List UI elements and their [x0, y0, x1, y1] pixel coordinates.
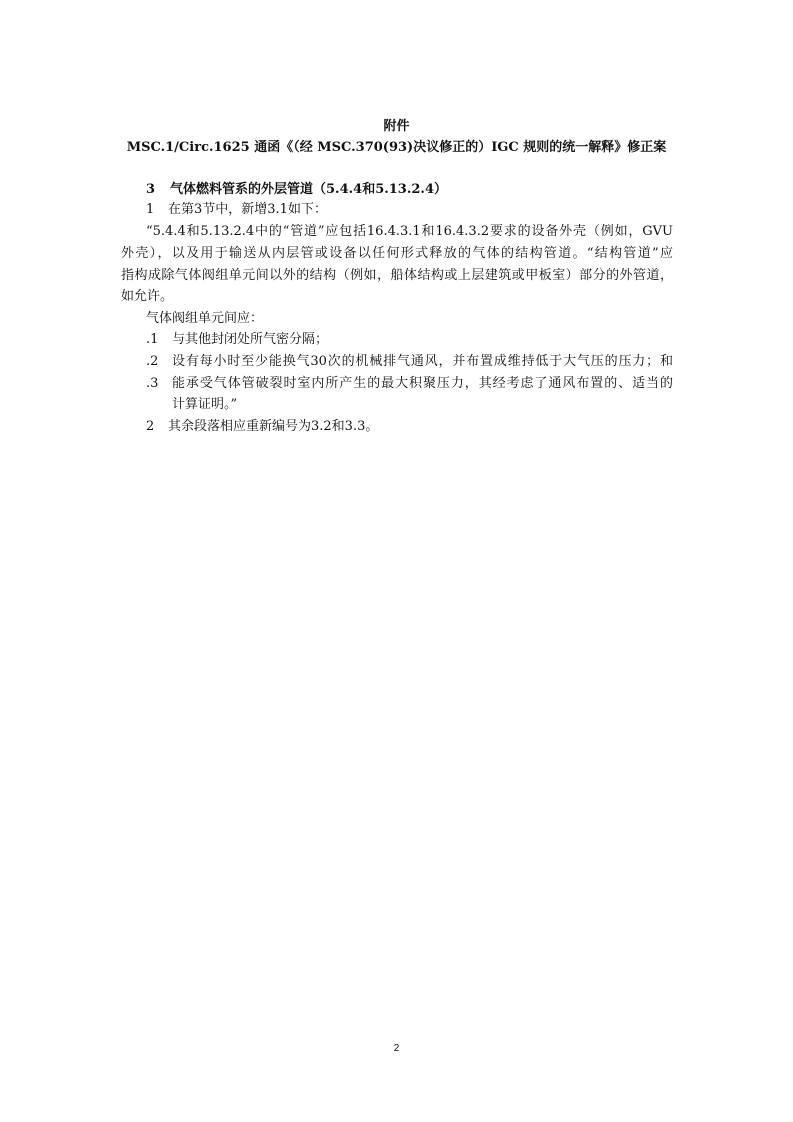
paragraph-2-text: 其余段落相应重新编号为3.2和3.3。	[168, 419, 379, 434]
item-3-continuation: 计算证明。”	[172, 397, 238, 412]
section-heading	[146, 180, 447, 200]
item-2-text: 设有每小时至少能换气30次的机械排气通风，并布置成维持低于大气压的压力；和	[172, 354, 673, 369]
document-title: MSC.1/Circ.1625 通函《（经 MSC.370(93)决议修正的）IGC 规则的统一解释》修正案	[126, 140, 667, 155]
paragraph-2-number: 2	[146, 419, 155, 434]
annex-label: 附件	[383, 119, 410, 134]
page-number: 2	[393, 1043, 400, 1054]
gvu-intro: 气体阀组单元间应：	[146, 311, 264, 326]
quote-line-3: 指构成除气体阀组单元间以外的结构（例如，船体结构或上层建筑或甲板室）部分的外管道，	[121, 268, 673, 283]
item-2-number: .2	[146, 354, 159, 369]
item-1-text: 与其他封闭处所气密分隔；	[172, 332, 329, 347]
quote-line-4: 如允许。	[121, 289, 174, 304]
paragraph-1-number: 1	[146, 202, 155, 217]
quote-line-2: 外壳），以及用于输送从内层管或设备以任何形式释放的气体的结构管道。“结构管道”应	[121, 246, 673, 261]
item-3-number: .3	[146, 376, 159, 391]
paragraph-1-text: 在第3节中，新增3.1如下：	[168, 202, 327, 217]
paragraph-2	[146, 417, 378, 437]
quote-line-1: “5.4.4和5.13.2.4中的“管道”应包括16.4.3.1和16.4.3.2要求的设备外壳（例如，GVU	[146, 224, 673, 239]
item-3-text: 能承受气体管破裂时室内所产生的最大积聚压力，其经考虑了通风布置的、适当的	[172, 376, 673, 391]
section-number: 3	[146, 182, 156, 197]
section-heading-text: 气体燃料管系的外层管道（5.4.4和5.13.2.4）	[170, 182, 447, 197]
item-1-number: .1	[146, 332, 159, 347]
paragraph-1	[146, 200, 327, 220]
